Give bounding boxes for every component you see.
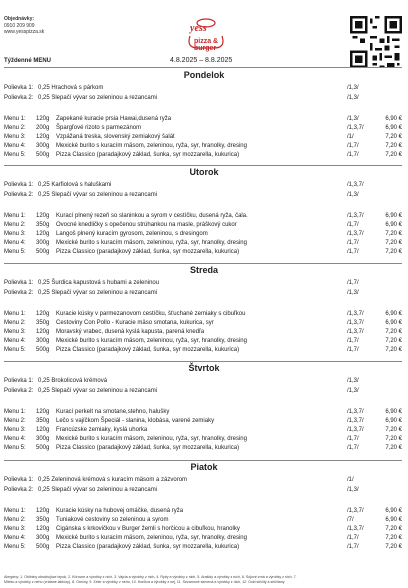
allergen-codes: /1,7/ xyxy=(347,347,359,353)
menu-weight: 500g xyxy=(36,544,50,550)
allergen-codes: /1,3,7/ xyxy=(347,311,364,317)
menu-number: Menu 3: xyxy=(4,134,26,140)
brand-logo xyxy=(178,16,238,60)
menu-description: Zapekané kuracie prsia Hawai,dusená ryža xyxy=(56,116,172,122)
menu-price: 7,20 € xyxy=(385,143,402,149)
menu-description: Pizza Classico (paradajkový základ, šunka, syr mozzarella, kukurica) xyxy=(56,347,240,353)
day-heading: Pondelok xyxy=(183,70,225,80)
menu-price: 6,90 € xyxy=(385,213,402,219)
soup-row xyxy=(4,476,402,484)
menu-description: Langoš plnený kuracím gyrosom, zeleninou, s dresingom xyxy=(56,231,208,237)
allergen-codes: /1,3/ xyxy=(347,85,359,91)
menu-weight: 120g xyxy=(36,409,50,415)
menu-description: Cigánska s krkovičkou v Burger žemli s horčicou a cibuľkou, hranolky xyxy=(56,526,240,532)
order-contact xyxy=(4,16,44,36)
menu-weight: 350g xyxy=(36,320,50,326)
menu-number: Menu 4: xyxy=(4,338,26,344)
allergen-codes: /1,7/ xyxy=(347,249,359,255)
soup-number: Polievka 2: xyxy=(4,290,34,296)
allergen-codes: /1,3/ xyxy=(347,487,359,493)
menu-number: Menu 1: xyxy=(4,409,26,415)
day-heading: Piatok xyxy=(190,462,218,472)
menu-price: 6,90 € xyxy=(385,125,402,131)
allergen-codes: /1,3,7/ xyxy=(347,418,364,424)
menu-price: 7,20 € xyxy=(385,240,402,246)
menu-row xyxy=(4,248,402,256)
menu-number: Menu 3: xyxy=(4,526,26,532)
menu-number: Menu 2: xyxy=(4,222,26,228)
menu-number: Menu 2: xyxy=(4,320,26,326)
menu-weight: 120g xyxy=(36,329,50,335)
menu-row xyxy=(4,142,402,150)
day-divider xyxy=(4,165,402,166)
menu-description: Kurací plnený rezeň so slaninkou a syrom v cestíčku, dusená ryža, čala. xyxy=(56,213,248,219)
brand-name: yess xyxy=(190,23,207,34)
soup-description: 0,25 Slepačí vývar so zeleninou a rezancami xyxy=(38,95,158,101)
website-link[interactable]: www.yesspizza.sk xyxy=(4,29,45,35)
allergen-codes: /1,3/ xyxy=(347,388,359,394)
menu-row xyxy=(4,133,402,141)
menu-description: Francúzske zemiaky, kyslá uhorka xyxy=(56,427,148,433)
allergen-codes: /1,3,7/ xyxy=(347,508,364,514)
menu-number: Menu 4: xyxy=(4,240,26,246)
allergen-codes: /1/ xyxy=(347,477,354,483)
soup-description: 0,25 Slepačí vývar so zeleninou a rezancami xyxy=(38,388,158,394)
allergen-codes: /1,7/ xyxy=(347,152,359,158)
day-divider xyxy=(4,263,402,264)
menu-price: 7,20 € xyxy=(385,347,402,353)
menu-price: 7,20 € xyxy=(385,526,402,532)
menu-price: 7,20 € xyxy=(385,329,402,335)
soup-number: Polievka 2: xyxy=(4,487,34,493)
menu-dates: 4.8.2025 – 8.8.2025 xyxy=(170,57,233,64)
allergen-codes: /1,7/ xyxy=(347,445,359,451)
menu-description: Pizza Classico (paradajkový základ, šunka, syr mozzarella, kukurica) xyxy=(56,152,240,158)
allergen-codes: /1,3,7/ xyxy=(347,213,364,219)
menu-price: 7,20 € xyxy=(385,436,402,442)
menu-description: Mexické burito s kuracím mäsom, zeleninou, ryža, syr, hranolky, dresing xyxy=(56,338,247,344)
menu-row xyxy=(4,543,402,551)
order-label: Objednávky: xyxy=(4,16,35,22)
soup-row xyxy=(4,486,402,494)
menu-number: Menu 3: xyxy=(4,427,26,433)
menu-price: 6,90 € xyxy=(385,409,402,415)
allergen-codes: /1,3,7/ xyxy=(347,231,364,237)
menu-row xyxy=(4,435,402,443)
menu-weight: 350g xyxy=(36,517,50,523)
menu-description: Kurací perkelt na smotane,stehno, halušky xyxy=(56,409,170,415)
allergen-codes: /1,7/ xyxy=(347,222,359,228)
menu-weight: 300g xyxy=(36,535,50,541)
menu-row xyxy=(4,525,402,533)
menu-row xyxy=(4,239,402,247)
menu-weight: 500g xyxy=(36,445,50,451)
menu-price: 7,20 € xyxy=(385,152,402,158)
allergen-codes: /1,3,7/ xyxy=(347,182,364,188)
allergen-codes: /1/ xyxy=(347,134,354,140)
allergen-codes: /1,7/ xyxy=(347,535,359,541)
menu-description: Mexické burito s kuracím mäsom, zeleninou, ryža, syr, hranolky, dresing xyxy=(56,240,247,246)
soup-description: 0,25 Brokolicová krémová xyxy=(38,378,108,384)
allergen-codes: /1,3,7/ xyxy=(347,320,364,326)
menu-weight: 200g xyxy=(36,125,50,131)
allergen-codes: /1,3/ xyxy=(347,192,359,198)
soup-number: Polievka 1: xyxy=(4,280,34,286)
allergen-codes: /1,7/ xyxy=(347,240,359,246)
menu-weight: 120g xyxy=(36,231,50,237)
menu-row xyxy=(4,319,402,327)
menu-row xyxy=(4,212,402,220)
menu-description: Lečo s vajíčkom Špeciál - slanina, klobása, varené zemiaky xyxy=(56,418,215,424)
menu-row xyxy=(4,426,402,434)
menu-price: 7,20 € xyxy=(385,134,402,140)
menu-row xyxy=(4,516,402,524)
menu-description: Tuniakové cestoviny so zeleninou a syrom xyxy=(56,517,169,523)
menu-weight: 120g xyxy=(36,311,50,317)
menu-weight: 120g xyxy=(36,134,50,140)
menu-weight: 500g xyxy=(36,152,50,158)
menu-price: 7,20 € xyxy=(385,249,402,255)
soup-number: Polievka 1: xyxy=(4,85,34,91)
soup-description: 0,25 Slepačí vývar so zeleninou a rezancami xyxy=(38,487,158,493)
menu-description: Pizza Classico (paradajkový základ, šunka, syr mozzarella, kukurica) xyxy=(56,544,240,550)
menu-price: 6,90 € xyxy=(385,222,402,228)
day-divider xyxy=(4,361,402,362)
menu-row xyxy=(4,507,402,515)
brand-tagline: pizza & burger xyxy=(194,38,219,52)
menu-row xyxy=(4,328,402,336)
qr-code-icon xyxy=(350,16,402,68)
menu-row xyxy=(4,221,402,229)
week-menu-title: Týždenné MENU xyxy=(4,58,52,64)
menu-price: 6,90 € xyxy=(385,116,402,122)
menu-row xyxy=(4,124,402,132)
menu-row xyxy=(4,337,402,345)
allergen-codes: /1,7/ xyxy=(347,544,359,550)
menu-description: Kuracie kúsky v parmezanovom cestíčku, šťuchané zemiaky s cibuľkou xyxy=(56,311,246,317)
soup-description: 0,25 Hrachová s párkom xyxy=(38,85,104,91)
menu-number: Menu 1: xyxy=(4,213,26,219)
menu-description: Mexické burito s kuracím mäsom, zeleninou, ryža, syr, hranolky, dresing xyxy=(56,535,247,541)
menu-number: Menu 5: xyxy=(4,544,26,550)
menu-price: 7,20 € xyxy=(385,427,402,433)
soup-row xyxy=(4,387,402,395)
allergen-codes: /1,3/ xyxy=(347,290,359,296)
allergen-codes: /1,7/ xyxy=(347,338,359,344)
menu-weight: 350g xyxy=(36,222,50,228)
menu-row xyxy=(4,444,402,452)
allergen-codes: /1,3/ xyxy=(347,116,359,122)
soup-row xyxy=(4,191,402,199)
menu-row xyxy=(4,230,402,238)
menu-number: Menu 5: xyxy=(4,249,26,255)
menu-number: Menu 2: xyxy=(4,418,26,424)
menu-number: Menu 1: xyxy=(4,508,26,514)
menu-weight: 300g xyxy=(36,143,50,149)
allergen-footnote xyxy=(4,575,404,584)
allergen-codes: /1,3,7/ xyxy=(347,427,364,433)
soup-description: 0,25 Slepačí vývar so zeleninou a rezancami xyxy=(38,290,158,296)
menu-description: Pizza Classico (paradajkový základ, šunka, syr mozzarella, kukurica) xyxy=(56,445,240,451)
soup-row xyxy=(4,94,402,102)
menu-price: 6,90 € xyxy=(385,320,402,326)
allergen-line-1: Alergény: 1. Obilniny obsahujúce lepok, 2. Kôrovce a výrobky z nich, 3. Vajcia a výrobky z nich, 4. Ryby a výrobky z nich, 5. Arašidy a výrobky z nich, 6. Sójové zrná a výrobky z nich, 7. xyxy=(4,575,297,579)
day-heading: Utorok xyxy=(189,167,219,177)
menu-weight: 300g xyxy=(36,436,50,442)
menu-row xyxy=(4,115,402,123)
day-heading: Štvrtok xyxy=(188,363,220,373)
menu-weight: 120g xyxy=(36,427,50,433)
menu-row xyxy=(4,346,402,354)
menu-row xyxy=(4,417,402,425)
menu-number: Menu 2: xyxy=(4,517,26,523)
allergen-codes: /7/ xyxy=(347,517,354,523)
allergen-codes: /1,3,7/ xyxy=(347,409,364,415)
allergen-codes: /1,3/ xyxy=(347,95,359,101)
menu-number: Menu 5: xyxy=(4,347,26,353)
menu-number: Menu 4: xyxy=(4,143,26,149)
header-divider xyxy=(4,67,402,68)
menu-number: Menu 4: xyxy=(4,535,26,541)
menu-description: Vzpážaná treska, slovenský zemiakový šalát xyxy=(56,134,175,140)
menu-row xyxy=(4,408,402,416)
menu-weight: 120g xyxy=(36,508,50,514)
soup-row xyxy=(4,377,402,385)
menu-description: Špargľové rizoto s parmezánom xyxy=(56,125,142,131)
allergen-codes: /1,3,7/ xyxy=(347,125,364,131)
menu-number: Menu 4: xyxy=(4,436,26,442)
menu-weight: 500g xyxy=(36,249,50,255)
menu-number: Menu 3: xyxy=(4,329,26,335)
allergen-codes: /1,7/ xyxy=(347,436,359,442)
menu-description: Pizza Classico (paradajkový základ, šunka, syr mozzarella, kukurica) xyxy=(56,249,240,255)
menu-price: 6,90 € xyxy=(385,508,402,514)
soup-number: Polievka 1: xyxy=(4,477,34,483)
menu-description: Moravský vrabec, dusená kyslá kapusta, parená knedľa xyxy=(56,329,205,335)
menu-weight: 120g xyxy=(36,213,50,219)
soup-row xyxy=(4,181,402,189)
allergen-line-2: Mlieko a výrobky z neho (vrátane laktózy), 8. Orechy, 9. Zeler a výrobky z neho, 10. Horčica a výrobky z nej, 11. Sezamové semená a výrobky z nich, 12. Oxid siričitý a siričitany xyxy=(4,579,285,584)
menu-description: Cestoviny Con Pollo - Kuracie mäso smotana, kukurica, syr xyxy=(56,320,214,326)
menu-row xyxy=(4,310,402,318)
menu-price: 7,20 € xyxy=(385,544,402,550)
soup-description: 0,25 Slepačí vývar so zeleninou a rezancami xyxy=(38,192,158,198)
menu-price: 6,90 € xyxy=(385,517,402,523)
menu-weight: 300g xyxy=(36,240,50,246)
menu-price: 7,20 € xyxy=(385,231,402,237)
soup-description: 0,25 Zeleninová krémová s kuracím mäsom a zázvorom xyxy=(38,477,188,483)
soup-number: Polievka 2: xyxy=(4,388,34,394)
menu-number: Menu 5: xyxy=(4,152,26,158)
soup-row xyxy=(4,84,402,92)
allergen-codes: /1,7/ xyxy=(347,280,359,286)
soup-number: Polievka 2: xyxy=(4,192,34,198)
menu-weight: 120g xyxy=(36,116,50,122)
menu-number: Menu 2: xyxy=(4,125,26,131)
day-heading: Streda xyxy=(189,265,218,275)
soup-number: Polievka 2: xyxy=(4,95,34,101)
menu-description: Ovocné knedličky s opečenou strúhankou na masle, práškový cukor xyxy=(56,222,237,228)
allergen-codes: /1,3,7/ xyxy=(347,526,364,532)
allergen-codes: /1,7/ xyxy=(347,143,359,149)
menu-description: Kuracie kúsky na hubovej omáčke, dusená ryža xyxy=(56,508,184,514)
soup-number: Polievka 1: xyxy=(4,182,34,188)
menu-price: 7,20 € xyxy=(385,445,402,451)
allergen-codes: /1,3,7/ xyxy=(347,329,364,335)
menu-price: 7,20 € xyxy=(385,535,402,541)
menu-price: 6,90 € xyxy=(385,311,402,317)
soup-row xyxy=(4,279,402,287)
phone-number[interactable]: 0910 209 909 xyxy=(4,22,35,29)
menu-number: Menu 1: xyxy=(4,116,26,122)
menu-number: Menu 1: xyxy=(4,311,26,317)
menu-description: Mexické burito s kuracím mäsom, zeleninou, ryža, syr, hranolky, dresing xyxy=(56,143,247,149)
menu-weight: 500g xyxy=(36,347,50,353)
menu-price: 7,20 € xyxy=(385,338,402,344)
menu-weight: 350g xyxy=(36,418,50,424)
menu-price: 6,90 € xyxy=(385,418,402,424)
soup-description: 0,25 Šurdica kapustová s hubami a zeleninou xyxy=(38,280,160,286)
menu-row xyxy=(4,534,402,542)
menu-description: Mexické burito s kuracím mäsom, zeleninou, ryža, syr, hranolky, dresing xyxy=(56,436,247,442)
menu-row xyxy=(4,151,402,159)
allergen-codes: /1,3/ xyxy=(347,378,359,384)
menu-number: Menu 5: xyxy=(4,445,26,451)
soup-description: 0,25 Karfiolová s haluškami xyxy=(38,182,112,188)
day-divider xyxy=(4,460,402,461)
soup-row xyxy=(4,289,402,297)
menu-number: Menu 3: xyxy=(4,231,26,237)
menu-weight: 300g xyxy=(36,338,50,344)
soup-number: Polievka 1: xyxy=(4,378,34,384)
menu-weight: 120g xyxy=(36,526,50,532)
